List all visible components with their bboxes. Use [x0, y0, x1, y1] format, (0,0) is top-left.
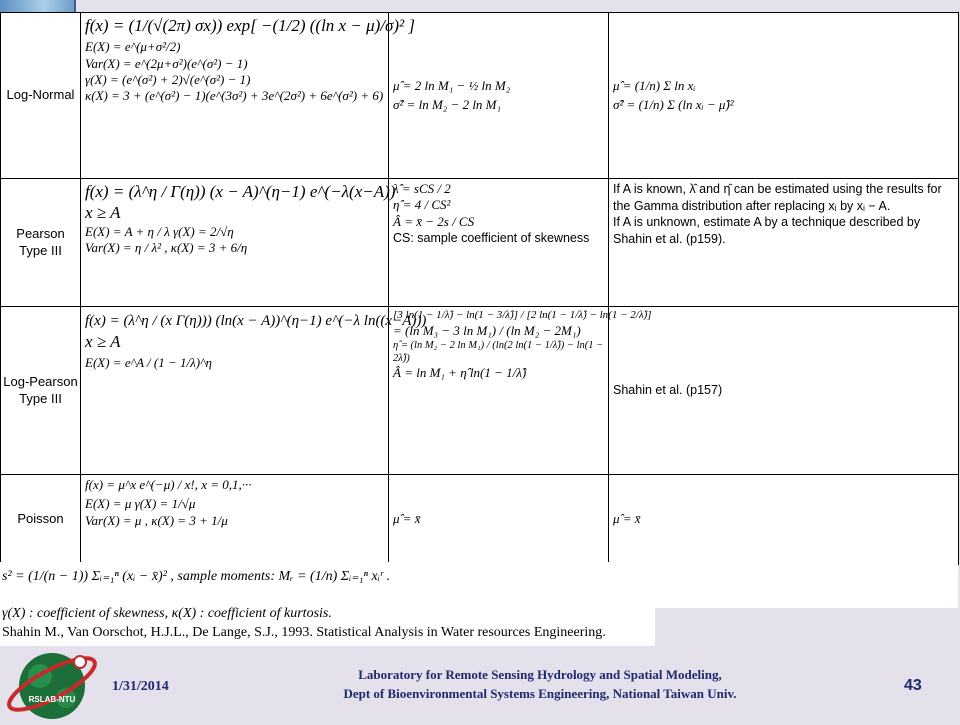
pdf-formula: f(x) = (λ^η / Γ(η)) (x − A)^(η−1) e^(−λ(x−A)): [85, 182, 396, 201]
method-of-moments-cell: [389, 475, 609, 565]
logo-text: RSLAB-NTU: [28, 695, 76, 704]
mom-formula: μ̂ = x̄: [393, 511, 421, 527]
skewness-kurtosis-definition: γ(X) : coefficient of skewness, κ(X) : coefficient of kurtosis.: [2, 606, 332, 621]
corner-decoration: [0, 0, 76, 12]
footer-lab-line1: Laboratory for Remote Sensing Hydrology and Spatial Modeling,: [358, 667, 722, 682]
pdf-and-moments-cell: [81, 179, 396, 307]
mom-formula: μ̂ = 2 ln M₁ − ½ ln M₂: [393, 77, 511, 93]
footnotes: [0, 562, 655, 646]
method-of-moments-cell: [389, 307, 652, 475]
pdf-formula: f(x) = (1/(√(2π) σx)) exp[ −(1/2) ((ln x − μ)/σ)² ]: [85, 16, 415, 35]
page-number: 43: [904, 677, 922, 694]
logo-icon: [0, 640, 104, 720]
footer-lab-name: [260, 666, 820, 704]
mom-formula: λ̂ = sCS / 2: [393, 181, 451, 196]
pdf-and-moments-cell: [81, 13, 415, 179]
footer-date: 1/31/2014: [112, 679, 169, 694]
mle-note: If A is known, λ̂ and η̂ can be estimated using the results for the Gamma distribution after replacing xᵢ by xᵢ − A.: [613, 182, 942, 213]
pdf-and-moments-cell: [81, 307, 427, 475]
mle-cell: [609, 179, 959, 307]
moment-formula: E(X) = e^(μ+σ²/2): [85, 39, 181, 55]
distribution-name: Log-Normal: [1, 13, 81, 179]
mle-formula: μ̂ = (1/n) Σ ln xᵢ: [613, 77, 696, 93]
table-row-log-normal: [1, 13, 959, 179]
distribution-name: Pearson Type III: [1, 179, 81, 307]
support-condition: x ≥ A: [85, 203, 121, 223]
mom-formula: η̂ = 4 / CS²: [393, 197, 451, 213]
distribution-name: Log-Pearson Type III: [1, 307, 81, 475]
method-of-moments-cell: [389, 13, 609, 179]
mom-formula: σ̂² = ln M₂ − 2 ln M₁: [393, 97, 502, 112]
mom-formula: η̂ = (ln M₂ − 2 ln M₁) / (ln(2 ln(1 − 1/λ̂)) − ln(1 − 2λ̂)): [393, 340, 604, 365]
moment-formula: Var(X) = η / λ² , κ(X) = 3 + 6/η: [85, 239, 248, 255]
pdf-formula: f(x) = (λ^η / (x Γ(η))) (ln(x − A))^(η−1) e^(−λ ln((x−A))): [85, 313, 427, 329]
distribution-name: Poisson: [1, 475, 81, 565]
table-row-log-pearson-type-iii: [1, 307, 959, 475]
moment-formula: κ(X) = 3 + (e^(σ²) − 1)(e^(3σ²) + 3e^(2σ²) + 6e^(σ²) + 6): [85, 88, 384, 103]
reference-citation: Shahin M., Van Oorschot, H.J.L., De Lange, S.J., 1993. Statistical Analysis in Water resources Engineering.: [2, 625, 606, 640]
mle-formula: σ̂² = (1/n) Σ (ln xᵢ − μ̂)²: [613, 97, 734, 112]
moment-formula: E(X) = A + η / λ γ(X) = 2/√η: [85, 223, 234, 239]
mle-formula: μ̂ = x̄: [613, 511, 641, 527]
table-row-pearson-type-iii: [1, 179, 959, 307]
moment-formula: γ(X) = (e^(σ²) + 2)√(e^(σ²) − 1): [85, 71, 251, 87]
pdf-and-moments-cell: [81, 475, 389, 565]
distribution-table: [0, 12, 959, 565]
method-of-moments-cell: [389, 179, 609, 307]
moment-formula: E(X) = μ γ(X) = 1/√μ: [85, 496, 196, 512]
table-row-poisson: [1, 475, 959, 565]
mle-cell: [609, 307, 959, 475]
mle-cell: [609, 475, 959, 565]
mom-formula: = (ln M₃ − 3 ln M₁) / (ln M₂ − 2M₁): [393, 322, 581, 338]
footnote-background-right: [655, 562, 958, 608]
sample-moments-definition: s² = (1/(n − 1)) Σᵢ₌₁ⁿ (xᵢ − x̄)² , sample moments: Mᵣ = (1/n) Σᵢ₌₁ⁿ xᵢʳ .: [2, 569, 390, 584]
mle-note: If A is unknown, estimate A by a technique described by Shahin et al. (p159).: [613, 215, 921, 246]
mle-note: Shahin et al. (p157): [613, 383, 723, 398]
distribution-table-container: [0, 12, 958, 562]
top-strip: [0, 0, 960, 12]
rslab-ntu-logo: [0, 640, 104, 720]
mom-formula: [3 ln(1 − 1/λ̂) − ln(1 − 3/λ̂)] / [2 ln(1 − 1/λ̂) − ln(1 − 2/λ̂)]: [393, 309, 652, 321]
mle-cell: [609, 13, 959, 179]
support-condition: x ≥ A: [85, 331, 121, 351]
moment-formula: E(X) = e^A / (1 − 1/λ)^η: [85, 355, 212, 370]
moment-formula: Var(X) = μ , κ(X) = 3 + 1/μ: [85, 512, 228, 528]
footer-lab-line2: Dept of Bioenvironmental Systems Engineering, National Taiwan Univ.: [343, 685, 737, 701]
mom-note: CS: sample coefficient of skewness: [393, 230, 590, 245]
mom-formula: Â = ln M₁ + η̂ ln(1 − 1/λ̂): [393, 365, 527, 381]
mom-formula: Â = x̄ − 2s / CS: [393, 213, 475, 229]
moment-formula: Var(X) = e^(2μ+σ²)(e^(σ²) − 1): [85, 55, 248, 71]
pdf-formula: f(x) = μ^x e^(−μ) / x!, x = 0,1,···: [85, 477, 252, 492]
